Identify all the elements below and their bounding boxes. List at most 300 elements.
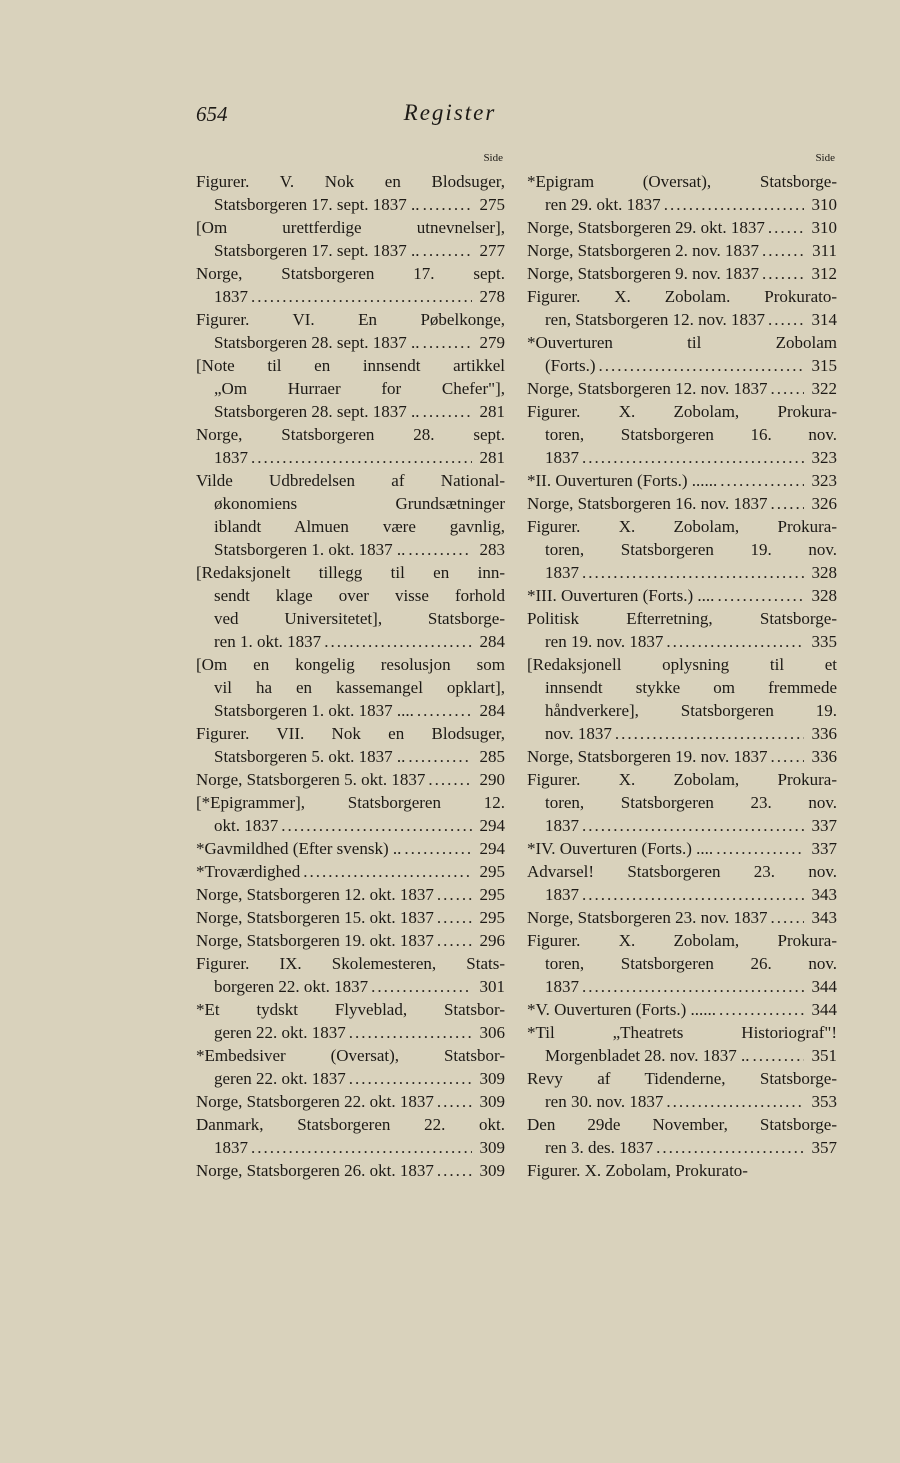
left-entry-list [196, 170, 505, 1182]
entry-text: Norge, Statsborgeren 26. okt. 1837 [196, 1161, 434, 1180]
entry-page-number: 344 [811, 1000, 837, 1019]
entry-page-number: 351 [811, 1046, 837, 1065]
register-entry [527, 584, 837, 607]
register-entry [527, 492, 837, 515]
entry-line [196, 1159, 505, 1182]
dot-leader [720, 469, 804, 492]
entry-page-number: 284 [479, 701, 505, 720]
dot-leader [599, 354, 804, 377]
register-entry [527, 860, 837, 906]
entry-line [527, 193, 837, 216]
register-entry [196, 308, 505, 354]
dot-leader [762, 262, 804, 285]
entry-page-number: 343 [811, 885, 837, 904]
entry-text: 1837 [545, 563, 579, 582]
entry-text: *V. Ouverturen (Forts.) ...... [527, 1000, 717, 1019]
dot-leader [404, 837, 472, 860]
entry-line [196, 584, 505, 607]
entry-line [196, 308, 505, 331]
entry-text: ved Universitetet], Statsborge- [214, 609, 505, 628]
register-entry [527, 929, 837, 998]
entry-line [527, 400, 837, 423]
register-entry [196, 952, 505, 998]
entry-line [527, 722, 837, 745]
entry-text: Figurer. X. Zobolam, Prokura- [527, 931, 837, 950]
entry-text: toren, Statsborgeren 26. nov. [545, 954, 837, 973]
register-entry [196, 1090, 505, 1113]
entry-text: Figurer. X. Zobolam, Prokurato- [527, 1161, 748, 1180]
register-entry [196, 837, 505, 860]
dot-leader [408, 745, 472, 768]
entry-line [196, 538, 505, 561]
entry-text: sendt klage over visse forhold [214, 586, 505, 605]
entry-line [196, 998, 505, 1021]
entry-page-number: 278 [479, 287, 505, 306]
register-entry [196, 998, 505, 1044]
register-entry [196, 722, 505, 768]
dot-leader [719, 998, 804, 1021]
entry-page-number: 337 [811, 816, 837, 835]
register-entry [196, 262, 505, 308]
entry-line [527, 561, 837, 584]
entry-text: Norge, Statsborgeren 16. nov. 1837 [527, 494, 768, 513]
entry-text: Statsborgeren 1. okt. 1837 .... [214, 701, 414, 720]
entry-page-number: 285 [479, 747, 505, 766]
entry-text: 1837 [214, 287, 248, 306]
entry-line [196, 216, 505, 239]
entry-text: Norge, Statsborgeren 22. okt. 1837 [196, 1092, 434, 1111]
entry-text: Revy af Tidenderne, Statsborge- [527, 1069, 837, 1088]
entry-line [196, 906, 505, 929]
entry-line [527, 170, 837, 193]
entry-text: Figurer. X. Zobolam, Prokura- [527, 517, 837, 536]
entry-text: [Om en kongelig resolusjon som [196, 655, 505, 674]
entry-text: Norge, Statsborgeren 9. nov. 1837 [527, 264, 759, 283]
entry-page-number: 326 [811, 494, 837, 513]
entry-line [527, 699, 837, 722]
entry-text: [Om urettferdige utnevnelser], [196, 218, 505, 237]
register-entry [196, 860, 505, 883]
entry-text: *Embedsiver (Oversat), Statsbor- [196, 1046, 505, 1065]
entry-text: *IV. Ouverturen (Forts.) .... [527, 839, 714, 858]
register-entry [527, 837, 837, 860]
side-label: Side [815, 152, 835, 164]
entry-line [527, 952, 837, 975]
register-entry [196, 1044, 505, 1090]
register-entry [196, 354, 505, 423]
register-entry [527, 377, 837, 400]
entry-line [527, 607, 837, 630]
entry-line [527, 1113, 837, 1136]
entry-line [527, 515, 837, 538]
entry-text: ren 3. des. 1837 [545, 1138, 654, 1157]
dot-leader [768, 216, 804, 239]
entry-line [527, 1067, 837, 1090]
entry-text: vil ha en kassemangel opklart], [214, 678, 505, 697]
entry-line [196, 975, 505, 998]
entry-text: nov. 1837 [545, 724, 612, 743]
dot-leader [582, 814, 804, 837]
entry-line [527, 1044, 837, 1067]
entry-line [196, 1044, 505, 1067]
register-entry [527, 1159, 837, 1182]
entry-line [196, 354, 505, 377]
dot-leader [349, 1067, 472, 1090]
entry-text: 1837 [545, 448, 579, 467]
entry-page-number: 323 [811, 448, 837, 467]
entry-line [527, 745, 837, 768]
entry-line [196, 1136, 505, 1159]
entry-text: Figurer. X. Zobolam. Prokurato- [527, 287, 837, 306]
register-entry [196, 1159, 505, 1182]
entry-text: 1837 [214, 1138, 248, 1157]
entry-line [196, 377, 505, 400]
entry-text: Den 29de November, Statsborge- [527, 1115, 837, 1134]
entry-line [196, 285, 505, 308]
entry-text: [Redaksjonell oplysning til et [527, 655, 837, 674]
right-entry-list [527, 170, 837, 1182]
entry-line [196, 239, 505, 262]
register-entry [196, 768, 505, 791]
entry-text: [*Epigrammer], Statsborgeren 12. [196, 793, 505, 812]
register-entry [527, 170, 837, 216]
entry-text: toren, Statsborgeren 16. nov. [545, 425, 837, 444]
entry-page-number: 306 [479, 1023, 505, 1042]
right-column [527, 150, 837, 1182]
entry-page-number: 336 [811, 747, 837, 766]
dot-leader [771, 492, 805, 515]
entry-line [527, 1021, 837, 1044]
entry-line [527, 423, 837, 446]
entry-page-number: 328 [811, 563, 837, 582]
entry-text: Norge, Statsborgeren 15. okt. 1837 [196, 908, 434, 927]
entry-line [527, 837, 837, 860]
dot-leader [437, 1090, 472, 1113]
entry-text: geren 22. okt. 1837 [214, 1023, 346, 1042]
entry-line [196, 952, 505, 975]
entry-line [527, 860, 837, 883]
entry-text: Statsborgeren 17. sept. 1837 .. [214, 195, 420, 214]
entry-page-number: 310 [811, 218, 837, 237]
entry-page-number: 353 [811, 1092, 837, 1111]
register-entry [527, 653, 837, 745]
register-entry [527, 400, 837, 469]
entry-line [196, 400, 505, 423]
entry-text: 1837 [214, 448, 248, 467]
dot-leader [251, 285, 472, 308]
entry-text: Norge, Statsborgeren 19. okt. 1837 [196, 931, 434, 950]
left-column [196, 150, 505, 1182]
page-header [0, 100, 900, 130]
entry-line [196, 193, 505, 216]
dot-leader [437, 906, 472, 929]
entry-text: 1837 [545, 885, 579, 904]
entry-line [196, 607, 505, 630]
entry-text: Norge, Statsborgeren 5. okt. 1837 [196, 770, 426, 789]
entry-page-number: 284 [479, 632, 505, 651]
dot-leader [437, 883, 472, 906]
entry-page-number: 281 [479, 448, 505, 467]
entry-text: Norge, Statsborgeren 23. nov. 1837 [527, 908, 768, 927]
dot-leader [423, 193, 472, 216]
entry-text: Figurer. IX. Skolemesteren, Stats- [196, 954, 505, 973]
entry-line [196, 331, 505, 354]
entry-page-number: 337 [811, 839, 837, 858]
entry-line [196, 791, 505, 814]
entry-page-number: 283 [479, 540, 505, 559]
entry-text: økonomiens Grundsætninger [214, 494, 505, 513]
dot-leader [303, 860, 472, 883]
entry-line [196, 722, 505, 745]
entry-page-number: 295 [479, 885, 505, 904]
dot-leader [582, 446, 804, 469]
page-title: Register [403, 100, 497, 125]
entry-page-number: 336 [811, 724, 837, 743]
entry-text: Norge, Statsborgeren 12. nov. 1837 [527, 379, 768, 398]
entry-text: Norge, Statsborgeren 29. okt. 1837 [527, 218, 765, 237]
entry-line [527, 216, 837, 239]
entry-text: [Redaksjonelt tillegg til en inn- [196, 563, 505, 582]
dot-leader [664, 193, 804, 216]
entry-text: toren, Statsborgeren 19. nov. [545, 540, 837, 559]
entry-line [527, 331, 837, 354]
entry-page-number: 310 [811, 195, 837, 214]
dot-leader [716, 837, 804, 860]
entry-page-number: 344 [811, 977, 837, 996]
dot-leader [423, 400, 472, 423]
dot-leader [324, 630, 472, 653]
entry-page-number: 309 [479, 1138, 505, 1157]
register-entry [527, 607, 837, 653]
register-entry [527, 1021, 837, 1067]
entry-text: *III. Ouverturen (Forts.) .... [527, 586, 715, 605]
dot-leader [251, 446, 472, 469]
dot-leader [423, 331, 472, 354]
entry-text: Figurer. VII. Nok en Blodsuger, [196, 724, 505, 743]
entry-line [527, 239, 837, 262]
entry-line [527, 584, 837, 607]
entry-text: Norge, Statsborgeren 19. nov. 1837 [527, 747, 768, 766]
register-entry [196, 170, 505, 216]
entry-text: *Til „Theatrets Historiograf"! [527, 1023, 837, 1042]
entry-text: *Et tydskt Flyveblad, Statsbor- [196, 1000, 505, 1019]
entry-text: Morgenbladet 28. nov. 1837 .. [545, 1046, 750, 1065]
register-entry [527, 745, 837, 768]
dot-leader [437, 929, 472, 952]
entry-line [196, 929, 505, 952]
entry-page-number: 357 [811, 1138, 837, 1157]
entry-line [196, 1090, 505, 1113]
entry-page-number: 294 [479, 816, 505, 835]
entry-line [196, 699, 505, 722]
register-entry [196, 1113, 505, 1159]
entry-line [527, 469, 837, 492]
dot-leader [752, 1044, 804, 1067]
entry-page-number: 335 [811, 632, 837, 651]
entry-line [527, 1136, 837, 1159]
entry-line [196, 653, 505, 676]
entry-text: Norge, Statsborgeren 28. sept. [196, 425, 505, 444]
entry-text: geren 22. okt. 1837 [214, 1069, 346, 1088]
register-entry [196, 929, 505, 952]
dot-leader [417, 699, 472, 722]
entry-line [196, 262, 505, 285]
entry-line [527, 308, 837, 331]
register-entry [527, 1113, 837, 1159]
dot-leader [717, 584, 804, 607]
entry-text: Statsborgeren 17. sept. 1837 .. [214, 241, 420, 260]
entry-page-number: 323 [811, 471, 837, 490]
entry-text: 1837 [545, 816, 579, 835]
entry-text: okt. 1837 [214, 816, 279, 835]
entry-line [196, 170, 505, 193]
entry-page-number: 295 [479, 862, 505, 881]
entry-text: ren, Statsborgeren 12. nov. 1837 [545, 310, 766, 329]
entry-line [196, 860, 505, 883]
entry-text: Norge, Statsborgeren 17. sept. [196, 264, 505, 283]
register-entry [527, 998, 837, 1021]
entry-text: (Forts.) [545, 356, 596, 375]
entry-text: *Epigram (Oversat), Statsborge- [527, 172, 837, 191]
entry-line [527, 1090, 837, 1113]
entry-line [196, 423, 505, 446]
entry-text: Danmark, Statsborgeren 22. okt. [196, 1115, 505, 1134]
entry-page-number: 279 [479, 333, 505, 352]
entry-line [196, 1113, 505, 1136]
dot-leader [408, 538, 472, 561]
entry-text: Vilde Udbredelsen af National- [196, 471, 505, 490]
entry-line [527, 653, 837, 676]
dot-leader [582, 561, 804, 584]
entry-line [527, 929, 837, 952]
dot-leader [771, 906, 805, 929]
entry-page-number: 301 [479, 977, 505, 996]
entry-line [527, 446, 837, 469]
register-entry [527, 285, 837, 331]
entry-text: *Gavmildhed (Efter svensk) .. [196, 839, 402, 858]
entry-line [527, 768, 837, 791]
entry-text: Figurer. X. Zobolam, Prokura- [527, 770, 837, 789]
entry-page-number: 296 [479, 931, 505, 950]
register-entry [527, 1067, 837, 1113]
entry-line [196, 515, 505, 538]
entry-line [527, 630, 837, 653]
dot-leader [251, 1136, 472, 1159]
page-number: 654 [196, 102, 228, 126]
entry-text: [Note til en innsendt artikkel [196, 356, 505, 375]
entry-line [196, 446, 505, 469]
dot-leader [437, 1159, 472, 1182]
entry-page-number: 281 [479, 402, 505, 421]
entry-text: Statsborgeren 28. sept. 1837 .. [214, 333, 420, 352]
register-entry [196, 653, 505, 722]
register-entry [527, 331, 837, 377]
entry-text: Norge, Statsborgeren 12. okt. 1837 [196, 885, 434, 904]
entry-line [527, 262, 837, 285]
entry-page-number: 277 [479, 241, 505, 260]
side-label: Side [483, 152, 503, 164]
entry-page-number: 328 [811, 586, 837, 605]
dot-leader [762, 239, 804, 262]
entry-line [196, 883, 505, 906]
entry-text: Figurer. V. Nok en Blodsuger, [196, 172, 505, 191]
entry-page-number: 322 [811, 379, 837, 398]
entry-line [196, 1067, 505, 1090]
entry-line [196, 469, 505, 492]
register-entry [527, 768, 837, 837]
entry-text: Advarsel! Statsborgeren 23. nov. [527, 862, 837, 881]
entry-page-number: 295 [479, 908, 505, 927]
register-entry [196, 469, 505, 561]
entry-line [527, 906, 837, 929]
entry-text: ren 1. okt. 1837 [214, 632, 322, 651]
dot-leader [615, 722, 804, 745]
entry-line [196, 745, 505, 768]
dot-leader [371, 975, 472, 998]
dot-leader [423, 239, 472, 262]
entry-text: *Troværdighed [196, 862, 301, 881]
dot-leader [582, 883, 804, 906]
entry-line [527, 285, 837, 308]
entry-page-number: 312 [811, 264, 837, 283]
register-entry [527, 216, 837, 239]
entry-text: toren, Statsborgeren 23. nov. [545, 793, 837, 812]
entry-line [527, 975, 837, 998]
entry-line [196, 676, 505, 699]
dot-leader [771, 377, 805, 400]
entry-page-number: 315 [811, 356, 837, 375]
entry-page-number: 343 [811, 908, 837, 927]
entry-line [196, 837, 505, 860]
entry-text: håndverkere], Statsborgeren 19. [545, 701, 837, 720]
entry-line [196, 492, 505, 515]
entry-line [196, 561, 505, 584]
entry-line [196, 1021, 505, 1044]
entry-text: iblandt Almuen være gavnlig, [214, 517, 505, 536]
dot-leader [771, 745, 805, 768]
entry-line [527, 1159, 837, 1182]
register-entry [527, 906, 837, 929]
register-entry [527, 515, 837, 584]
entry-text: innsendt stykke om fremmede [545, 678, 837, 697]
entry-text: ren 30. nov. 1837 [545, 1092, 664, 1111]
register-entry [527, 239, 837, 262]
entry-text: borgeren 22. okt. 1837 [214, 977, 369, 996]
entry-text: Statsborgeren 5. okt. 1837 .. [214, 747, 406, 766]
register-entry [196, 883, 505, 906]
entry-page-number: 314 [811, 310, 837, 329]
entry-line [527, 814, 837, 837]
entry-text: Norge, Statsborgeren 2. nov. 1837 [527, 241, 759, 260]
register-entry [527, 469, 837, 492]
entry-text: ren 29. okt. 1837 [545, 195, 661, 214]
entry-text: Figurer. X. Zobolam, Prokura- [527, 402, 837, 421]
entry-page-number: 309 [479, 1161, 505, 1180]
entry-line [527, 883, 837, 906]
entry-line [196, 630, 505, 653]
entry-text: *Ouverturen til Zobolam [527, 333, 837, 352]
entry-text: Politisk Efterretning, Statsborge- [527, 609, 837, 628]
entry-line [196, 814, 505, 837]
entry-text: Statsborgeren 28. sept. 1837 .. [214, 402, 420, 421]
register-entry [196, 906, 505, 929]
entry-line [527, 492, 837, 515]
register-entry [196, 423, 505, 469]
entry-text: *II. Ouverturen (Forts.) ...... [527, 471, 718, 490]
entry-page-number: 290 [479, 770, 505, 789]
register-entry [196, 791, 505, 837]
entry-line [527, 377, 837, 400]
